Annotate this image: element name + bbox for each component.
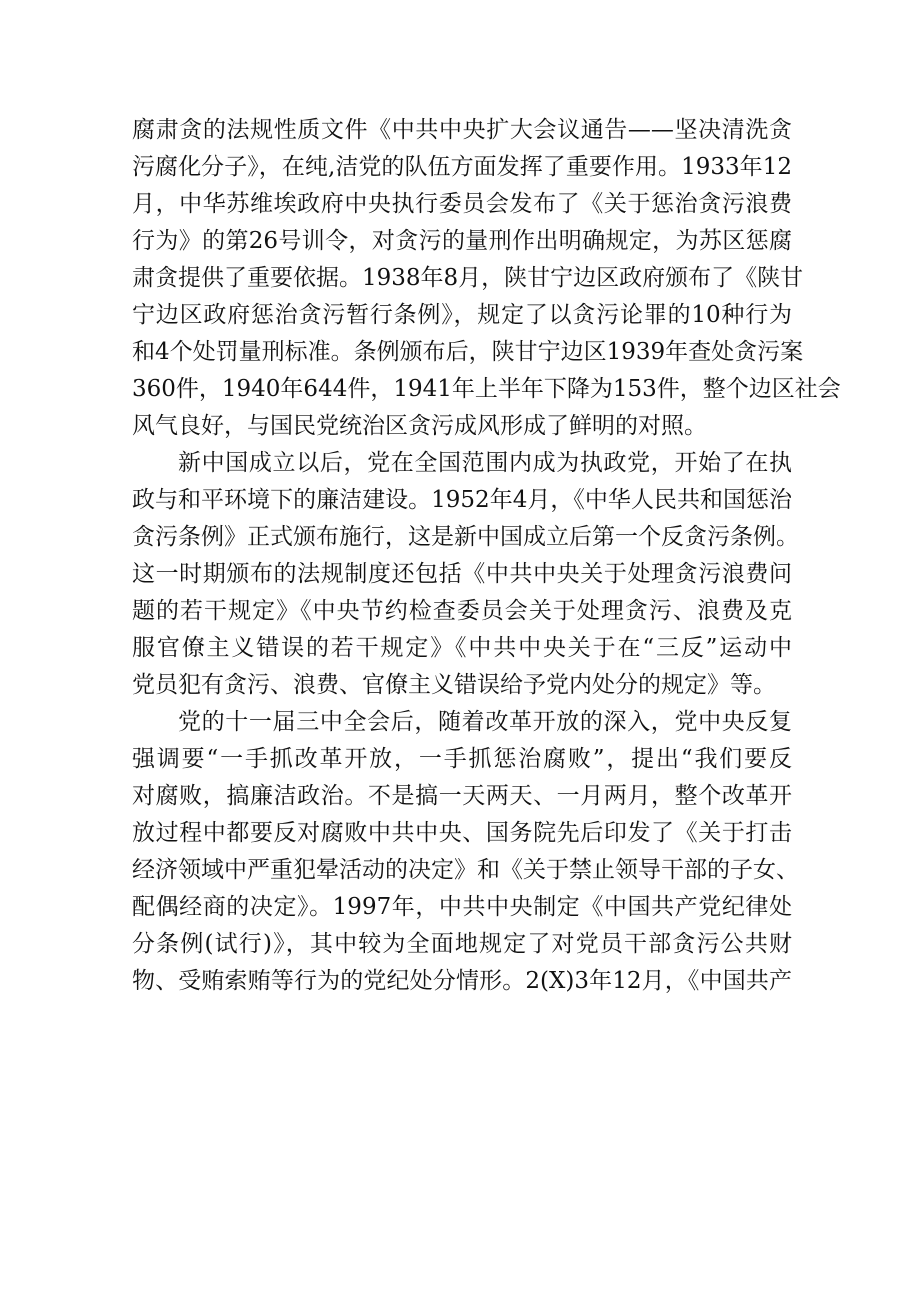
text-line: 经济领域中严重犯晕活动的决定》和《关于禁止领导干部的子女、: [132, 857, 799, 883]
text-line: 宁边区政府惩治贪污暂行条例》，规定了以贪污论罪的10种行为: [132, 302, 792, 328]
text-line: 题的若干规定》《中央节约检查委员会关于处理贪污、浪费及克: [132, 598, 792, 624]
text-line: 和4个处罚量刑标准。条例颁布后，陕甘宁边区1939年查处贪污案: [132, 339, 804, 365]
text-line: 服官僚主义错误的若干规定》《中共中央关于在“三反”运动中: [132, 635, 792, 661]
text-line: 物、受贿索贿等行为的党纪处分情形。2(X)3年12月，《中国共产: [132, 968, 792, 994]
text-line: 新中国成立以后，党在全国范围内成为执政党，开始了在执: [178, 450, 792, 476]
text-line: 这一时期颁布的法规制度还包括《中共中央关于处理贪污浪费问: [132, 561, 792, 587]
text-line: 行为》的第26号训令，对贪污的量刑作出明确规定，为苏区惩腐: [132, 228, 792, 254]
text-line: 污腐化分子》，在纯,洁党的队伍方面发挥了重要作用。1933年12: [132, 154, 792, 180]
text-line: 腐肃贪的法规性质文件《中共中央扩大会议通告——坚决清洗贪: [132, 117, 792, 143]
text-line: 月，中华苏维埃政府中央执行委员会发布了《关于惩治贪污浪费: [132, 191, 792, 217]
text-line: 党的十一届三中全会后，随着改革开放的深入，党中央反复: [178, 709, 792, 735]
text-line: 风气良好，与国民党统治区贪污成风形成了鲜明的对照。: [132, 413, 707, 439]
text-line: 360件，1940年644件，1941年上半年下降为153件，整个边区社会: [132, 376, 841, 402]
text-line: 对腐败，搞廉洁政治。不是搞一天两天、一月两月，整个改革开: [132, 783, 792, 809]
text-line: 党员犯有贪污、浪费、官僚主义错误给予党内处分的规定》等。: [132, 672, 776, 698]
text-line: 贪污条例》正式颁布施行，这是新中国成立后第一个反贪污条例。: [132, 524, 799, 550]
body-text: [132, 112, 841, 1000]
text-line: 肃贪提供了重要依据。1938年8月，陕甘宁边区政府颁布了《陕甘: [132, 265, 804, 291]
text-line: 分条例(试行)》，其中较为全面地规定了对党员干部贪污公共财: [132, 931, 792, 957]
text-line: 政与和平环境下的廉洁建设。1952年4月，《中华人民共和国惩治: [132, 487, 792, 513]
text-line: 放过程中都要反对腐败中共中央、国务院先后印发了《关于打击: [132, 820, 792, 846]
text-line: 配偶经商的决定》。1997年，中共中央制定《中国共产党纪律处: [132, 894, 792, 920]
text-line: 强调要“一手抓改革开放，一手抓惩治腐败”，提出“我们要反: [132, 746, 792, 772]
